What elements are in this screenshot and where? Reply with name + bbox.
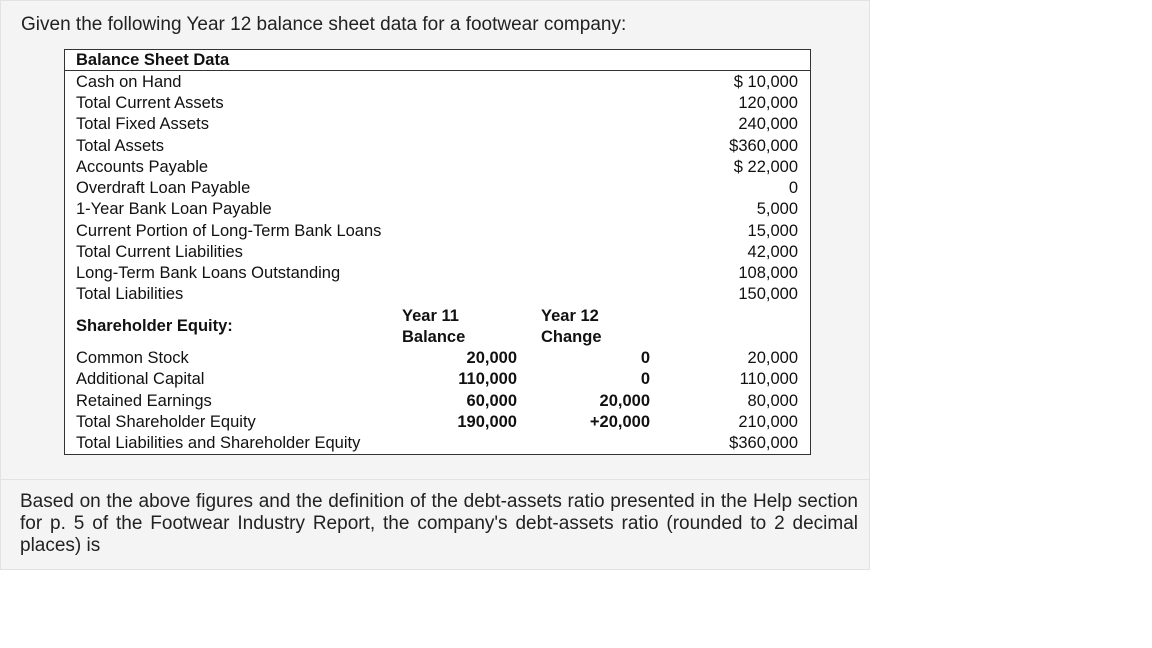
equity-label-total-shareholder-equity: Total Shareholder Equity [76,413,256,431]
equity-year12-additional-capital: 0 [640,370,650,388]
equity-value-additional-capital: 110,000 [739,370,798,388]
row-value-cash-on-hand: $ 10,000 [733,73,798,91]
equity-label-common-stock: Common Stock [76,349,189,367]
equity-year12-total-shareholder-equity: +20,000 [589,413,650,431]
row-value-total-fixed-assets: 240,000 [738,115,798,133]
equity-value-total-shareholder-equity: 210,000 [738,413,798,431]
equity-year11-retained-earnings: 60,000 [466,392,517,410]
equity-year11-additional-capital: 110,000 [458,370,517,388]
equity-label-total-liabilities-and-equity: Total Liabilities and Shareholder Equity [76,434,361,452]
equity-year11-common-stock: 20,000 [466,349,517,367]
col-header-year12-line1: Year 12 [541,307,599,325]
row-value-total-assets: $360,000 [729,137,798,155]
question-prompt: Based on the above figures and the definition of the debt-assets ratio presented in the Help section for p. 5 of the Footwear Industry Report, the company's debt-assets ratio (rounded to 2 decimal places) is [20,491,858,556]
row-label-total-assets: Total Assets [76,137,165,155]
row-label-total-current-liabilities: Total Current Liabilities [76,243,243,261]
row-value-one-year-bank-loan: 5,000 [756,200,798,218]
row-value-total-current-liabilities: 42,000 [747,243,798,261]
row-label-total-fixed-assets: Total Fixed Assets [76,115,209,133]
row-label-overdraft-loan-payable: Overdraft Loan Payable [76,179,251,197]
equity-value-total-liabilities-and-equity: $360,000 [729,434,798,452]
row-value-overdraft-loan-payable: 0 [788,179,798,197]
equity-label-retained-earnings: Retained Earnings [76,392,212,410]
equity-value-retained-earnings: 80,000 [747,392,798,410]
row-value-lt-bank-loans: 108,000 [738,264,798,282]
row-label-accounts-payable: Accounts Payable [76,158,209,176]
row-value-current-portion-lt-loans: 15,000 [747,222,798,240]
balance-sheet-table [64,49,811,455]
balance-sheet-title: Balance Sheet Data [76,51,230,69]
question-intro: Given the following Year 12 balance sheet data for a footwear company: [21,14,627,35]
row-label-total-liabilities: Total Liabilities [76,285,184,303]
equity-label-additional-capital: Additional Capital [76,370,205,388]
equity-year11-total-shareholder-equity: 190,000 [457,413,517,431]
col-header-year11-line2: Balance [402,328,466,346]
row-label-one-year-bank-loan: 1-Year Bank Loan Payable [76,200,272,218]
equity-year12-common-stock: 0 [640,349,650,367]
col-header-year12-line2: Change [541,328,602,346]
row-label-lt-bank-loans: Long-Term Bank Loans Outstanding [76,264,341,282]
row-value-total-liabilities: 150,000 [738,285,798,303]
equity-heading: Shareholder Equity: [76,317,233,335]
col-header-year11-line1: Year 11 [402,307,459,325]
row-label-cash-on-hand: Cash on Hand [76,73,182,91]
row-value-accounts-payable: $ 22,000 [733,158,798,176]
equity-year12-retained-earnings: 20,000 [599,392,650,410]
row-label-current-portion-lt-loans: Current Portion of Long-Term Bank Loans [76,222,382,240]
equity-value-common-stock: 20,000 [747,349,798,367]
row-label-total-current-assets: Total Current Assets [76,94,224,112]
balance-sheet-title-bar [65,50,810,71]
row-value-total-current-assets: 120,000 [738,94,798,112]
